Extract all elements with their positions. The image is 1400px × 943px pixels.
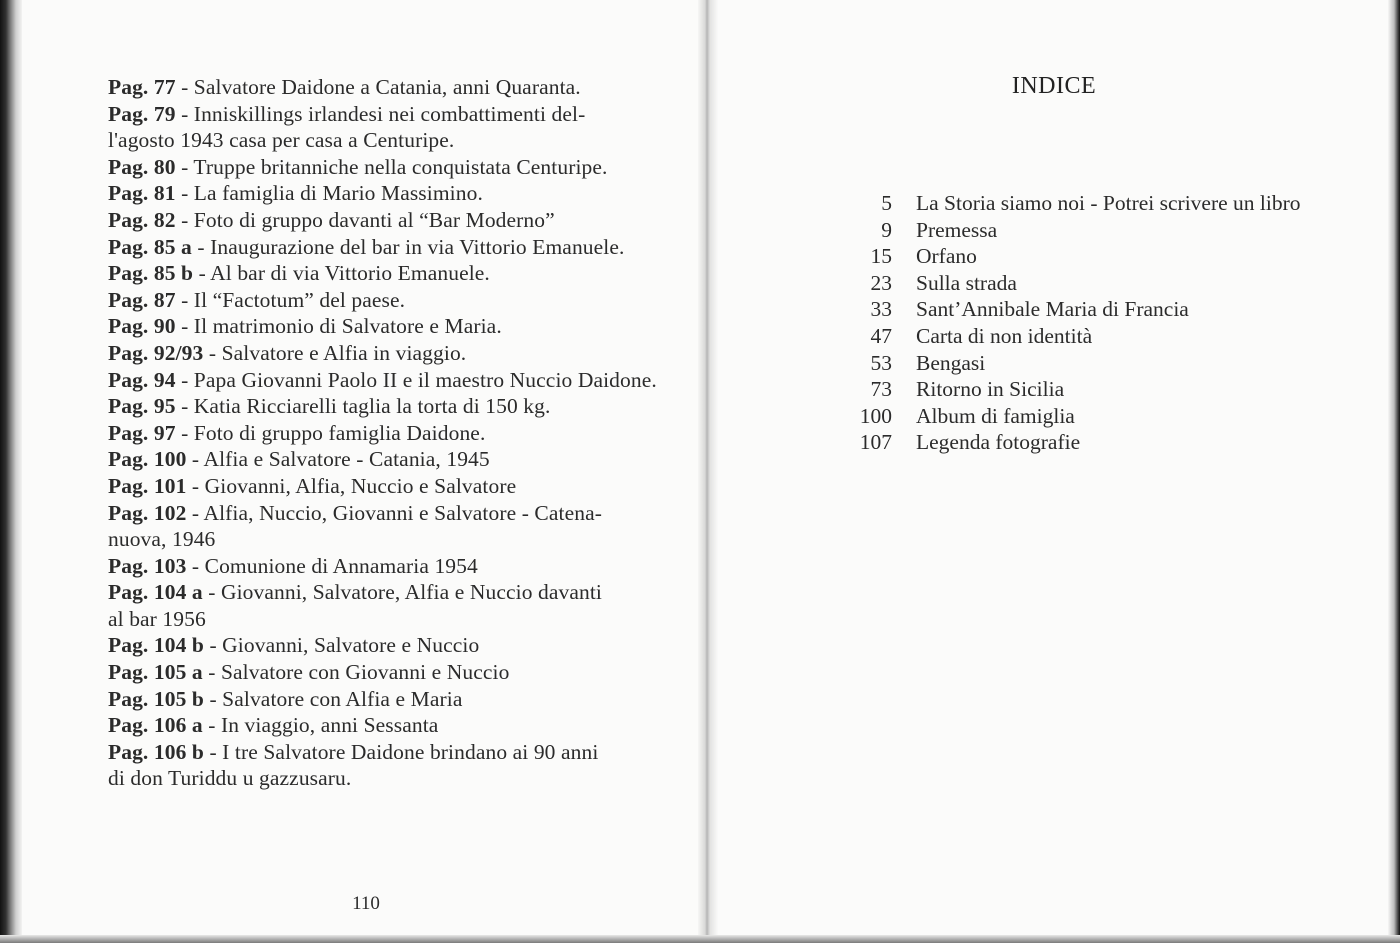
legend-line xyxy=(108,313,628,340)
toc-entry xyxy=(840,270,1360,297)
legend-caption: - Al bar di via Vittorio Emanuele. xyxy=(193,261,490,286)
legend-caption: nuova, 1946 xyxy=(108,527,216,552)
legend-caption: - Il matrimonio di Salvatore e Maria. xyxy=(175,314,502,339)
legend-caption: - Giovanni, Salvatore, Alfia e Nuccio davanti xyxy=(202,580,603,605)
legend-page-ref: Pag. 92/93 xyxy=(108,340,204,365)
toc-entry xyxy=(840,350,1360,377)
legend-line xyxy=(108,367,657,394)
legend-line xyxy=(108,632,628,659)
legend-line xyxy=(108,260,628,287)
legend-line xyxy=(108,659,628,686)
toc-page-number: 73 xyxy=(870,377,892,402)
legend-caption: - Comunione di Annamaria 1954 xyxy=(186,553,478,578)
legend-caption: - Alfia e Salvatore - Catania, 1945 xyxy=(186,447,490,472)
legend-line xyxy=(108,579,628,606)
legend-page-ref: Pag. 79 xyxy=(108,101,176,126)
legend-caption: - Foto di gruppo davanti al “Bar Moderno” xyxy=(175,207,555,232)
toc-chapter-title: Carta di non identità xyxy=(916,323,1093,348)
toc-chapter-title: Bengasi xyxy=(916,350,986,375)
legend-page-ref: Pag. 80 xyxy=(108,154,176,179)
toc-chapter-title: La Storia siamo noi - Potrei scrivere un libro xyxy=(916,191,1301,215)
toc-entry xyxy=(840,243,1360,270)
legend-caption: - Il “Factotum” del paese. xyxy=(175,287,406,312)
toc-page-number: 100 xyxy=(859,403,892,428)
toc-page-number: 33 xyxy=(870,297,892,322)
book-gutter xyxy=(698,0,718,943)
legend-page-ref: Pag. 106 a xyxy=(108,713,203,738)
legend-page-ref: Pag. 82 xyxy=(108,207,176,232)
toc-chapter-title: Premessa xyxy=(916,217,998,242)
legend-line xyxy=(108,446,628,473)
legend-line xyxy=(108,180,628,207)
legend-page-ref: Pag. 77 xyxy=(108,75,176,99)
toc-entry xyxy=(840,429,1360,456)
legend-line xyxy=(108,739,628,766)
page-number: 110 xyxy=(352,893,380,914)
legend-caption: - Foto di gruppo famiglia Daidone. xyxy=(175,420,486,445)
legend-caption: - Salvatore e Alfia in viaggio. xyxy=(203,340,467,365)
legend-page-ref: Pag. 105 a xyxy=(108,660,203,685)
legend-page-ref: Pag. 87 xyxy=(108,287,176,312)
legend-line xyxy=(108,234,628,261)
legend-caption: - Alfia, Nuccio, Giovanni e Salvatore - Catena- xyxy=(186,500,602,525)
legend-caption: - Inniskillings irlandesi nei combattimenti del- xyxy=(175,101,586,126)
toc-chapter-title: Ritorno in Sicilia xyxy=(916,377,1065,402)
legend-caption: di don Turiddu u gazzusaru. xyxy=(108,766,352,791)
legend-caption: - Salvatore Daidone a Catania, anni Quaranta. xyxy=(175,75,581,99)
legend-line xyxy=(108,526,628,553)
legend-caption: - Katia Ricciarelli taglia la torta di 150 kg. xyxy=(175,394,551,419)
book-edge-right xyxy=(1388,0,1400,943)
toc-chapter-title: Legenda fotografie xyxy=(916,430,1081,455)
photo-legend-list xyxy=(108,74,657,792)
legend-page-ref: Pag. 95 xyxy=(108,394,176,419)
toc-chapter-title: Sulla strada xyxy=(916,270,1017,295)
legend-page-ref: Pag. 105 b xyxy=(108,686,204,711)
toc-entry xyxy=(840,296,1360,323)
legend-caption: - La famiglia di Mario Massimino. xyxy=(175,181,483,206)
legend-page-ref: Pag. 81 xyxy=(108,181,176,206)
legend-page-ref: Pag. 97 xyxy=(108,420,176,445)
table-of-contents xyxy=(840,190,1360,456)
toc-entry xyxy=(840,217,1360,244)
toc-page-number: 23 xyxy=(870,270,892,295)
legend-caption: - I tre Salvatore Daidone brindano ai 90 anni xyxy=(203,739,599,764)
legend-caption: - Salvatore con Alfia e Maria xyxy=(203,686,463,711)
legend-page-ref: Pag. 94 xyxy=(108,367,176,392)
legend-caption: l'agosto 1943 casa per casa a Centuripe. xyxy=(108,128,455,153)
toc-page-number: 15 xyxy=(870,244,892,269)
legend-line xyxy=(108,393,628,420)
toc-chapter-title: Sant’Annibale Maria di Francia xyxy=(916,297,1189,322)
legend-page-ref: Pag. 100 xyxy=(108,447,187,472)
legend-line xyxy=(108,606,628,633)
legend-page-ref: Pag. 104 a xyxy=(108,580,203,605)
legend-page-ref: Pag. 85 b xyxy=(108,261,194,286)
legend-line xyxy=(108,473,628,500)
legend-page-ref: Pag. 85 a xyxy=(108,234,192,259)
toc-chapter-title: Album di famiglia xyxy=(916,403,1075,428)
toc-page-number: 47 xyxy=(870,323,892,348)
legend-caption: - Giovanni, Salvatore e Nuccio xyxy=(203,633,480,658)
legend-line xyxy=(108,420,628,447)
legend-caption: - Giovanni, Alfia, Nuccio e Salvatore xyxy=(186,473,517,498)
toc-chapter-title: Orfano xyxy=(916,244,977,269)
toc-entry xyxy=(840,376,1360,403)
legend-line xyxy=(108,287,628,314)
index-title: INDICE xyxy=(1011,73,1097,99)
book-edge-left xyxy=(0,0,22,943)
legend-caption: - Truppe britanniche nella conquistata Centuripe. xyxy=(175,154,608,179)
legend-line xyxy=(108,340,628,367)
legend-page-ref: Pag. 103 xyxy=(108,553,187,578)
legend-line xyxy=(108,207,628,234)
legend-caption: - Papa Giovanni Paolo II e il maestro Nuccio Daidone. xyxy=(175,367,657,392)
toc-page-number: 107 xyxy=(859,430,892,455)
legend-page-ref: Pag. 106 b xyxy=(108,739,204,764)
toc-page-number: 9 xyxy=(881,217,892,242)
toc-page-number: 5 xyxy=(881,191,892,215)
legend-caption: al bar 1956 xyxy=(108,606,206,631)
legend-line xyxy=(108,101,628,128)
legend-line xyxy=(108,765,628,792)
legend-page-ref: Pag. 101 xyxy=(108,473,187,498)
legend-line xyxy=(108,154,628,181)
legend-line xyxy=(108,127,628,154)
toc-entry xyxy=(840,403,1360,430)
toc-entry xyxy=(840,190,1360,217)
legend-line xyxy=(108,712,628,739)
legend-caption: - Salvatore con Giovanni e Nuccio xyxy=(202,660,510,685)
toc-entry xyxy=(840,323,1360,350)
legend-page-ref: Pag. 104 b xyxy=(108,633,204,658)
toc-page-number: 53 xyxy=(870,350,892,375)
legend-caption: - In viaggio, anni Sessanta xyxy=(202,713,439,738)
legend-line xyxy=(108,74,628,101)
legend-page-ref: Pag. 90 xyxy=(108,314,176,339)
legend-caption: - Inaugurazione del bar in via Vittorio Emanuele. xyxy=(191,234,625,259)
index-page xyxy=(720,0,1388,943)
legend-line xyxy=(108,553,628,580)
legend-page-ref: Pag. 102 xyxy=(108,500,187,525)
legend-line xyxy=(108,686,628,713)
legend-line xyxy=(108,500,628,527)
